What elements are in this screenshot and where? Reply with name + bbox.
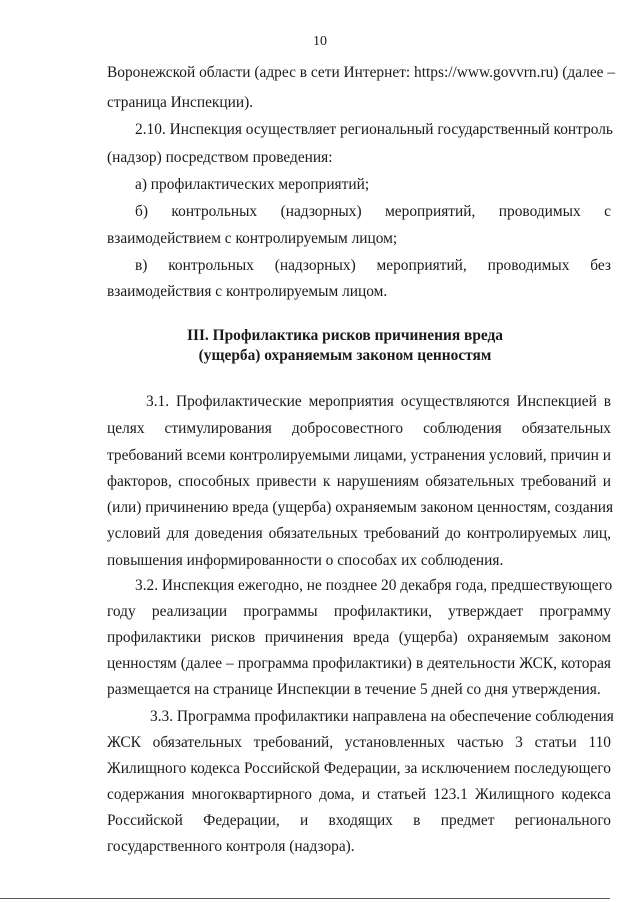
text-line: взаимодействием с контролируемым лицом; xyxy=(107,230,398,247)
text-line: размещается на странице Инспекции в течение 5 дней со дня утверждения. xyxy=(107,681,601,698)
page-number: 10 xyxy=(313,34,327,49)
text-line: страница Инспекции). xyxy=(107,94,254,111)
text-line: (или) причинению вреда (ущерба) охраняемым законом ценностям, создания xyxy=(107,499,614,516)
text-line: 3.3. Программа профилактики направлена на обеспечение соблюдения xyxy=(150,708,614,725)
scan-edge-line xyxy=(0,898,610,899)
text-line: взаимодействия с контролируемым лицом. xyxy=(107,283,388,300)
text-line: Воронежской области (адрес в сети Интернет: https://www.govvrn.ru) (далее – xyxy=(107,64,616,81)
text-line: содержания многоквартирного дома, и статьей 123.1 Жилищного кодекса xyxy=(107,786,611,803)
text-line: а) профилактических мероприятий; xyxy=(135,176,370,193)
text-line: б) контрольных (надзорных) мероприятий, проводимых с xyxy=(135,203,611,220)
text-line: целях стимулирования добросовестного соблюдения обязательных xyxy=(107,420,611,437)
text-line: Жилищного кодекса Российской Федерации, за исключением последующего xyxy=(107,760,611,777)
section-heading-line-2: (ущерба) охраняемым законом ценностям xyxy=(198,347,492,364)
text-line: году реализации программы профилактики, утверждает программу xyxy=(107,603,611,620)
text-line: в) контрольных (надзорных) мероприятий, проводимых без xyxy=(135,257,611,274)
text-line: государственного контроля (надзора). xyxy=(107,838,355,855)
section-heading-line-1: III. Профилактика рисков причинения вреда xyxy=(186,327,504,344)
text-line: требований всеми контролируемыми лицами, устранения условий, причин и xyxy=(107,447,611,464)
text-line: ЖСК обязательных требований, установленных частью 3 статьи 110 xyxy=(107,734,611,751)
text-line: профилактики рисков причинения вреда (ущерба) охраняемым законом xyxy=(107,629,611,646)
text-line: 3.1. Профилактические мероприятия осуществляются Инспекцией в xyxy=(146,393,611,410)
text-line: Российской Федерации, и входящих в предмет регионального xyxy=(107,812,611,829)
text-line: 3.2. Инспекция ежегодно, не позднее 20 декабря года, предшествующего xyxy=(135,577,613,594)
text-line: ценностям (далее – программа профилактики) в деятельности ЖСК, которая xyxy=(107,655,611,672)
text-line: повышения информированности о способах их соблюдения. xyxy=(107,552,504,569)
text-line: (надзор) посредством проведения: xyxy=(107,149,333,166)
text-line: 2.10. Инспекция осуществляет региональный государственный контроль xyxy=(135,121,613,138)
text-line: факторов, способных привести к нарушениям обязательных требований и xyxy=(107,473,611,490)
text-line: условий для доведения обязательных требований до контролируемых лиц, xyxy=(107,525,611,542)
